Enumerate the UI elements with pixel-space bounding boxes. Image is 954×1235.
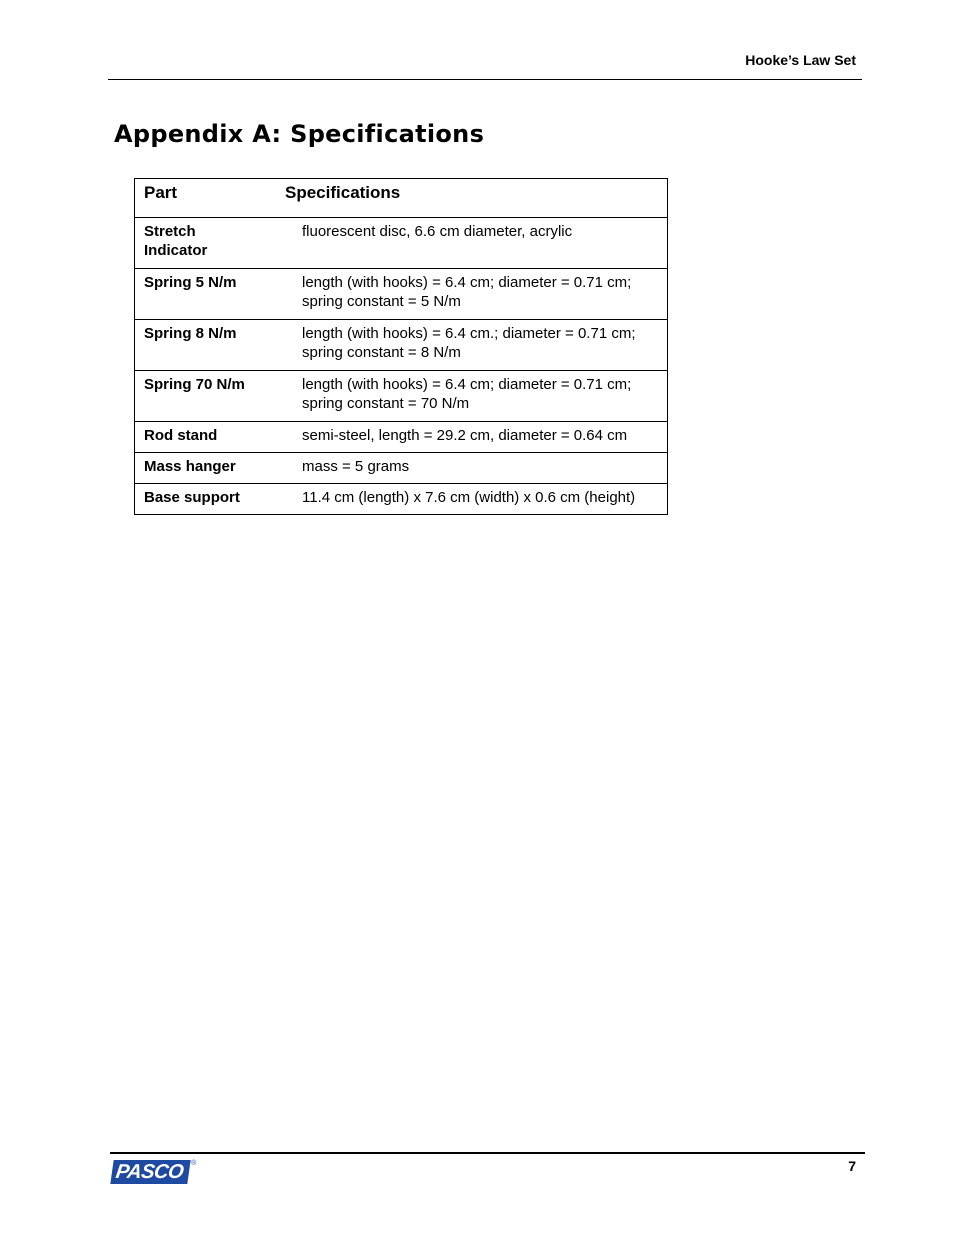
registered-mark: ® xyxy=(191,1160,197,1167)
part-name: Rod stand xyxy=(135,422,277,453)
part-name: Spring 70 N/m xyxy=(135,371,277,422)
table-row xyxy=(135,422,668,453)
column-header-part: Part xyxy=(135,179,277,218)
part-specification: length (with hooks) = 6.4 cm.; diameter = 0.71 cm; spring constant = 8 N/m xyxy=(276,320,668,371)
footer-rule xyxy=(110,1152,865,1154)
part-name: Spring 8 N/m xyxy=(135,320,277,371)
page-title: Appendix A: Specifications xyxy=(114,120,485,148)
header-rule xyxy=(108,79,862,80)
table-row xyxy=(135,453,668,484)
part-specification: length (with hooks) = 6.4 cm; diameter = 0.71 cm; spring constant = 70 N/m xyxy=(276,371,668,422)
part-specification: fluorescent disc, 6.6 cm diameter, acrylic xyxy=(276,218,668,269)
table-row xyxy=(135,320,668,371)
part-specification: mass = 5 grams xyxy=(276,453,668,484)
specifications-table xyxy=(134,178,668,515)
part-specification: 11.4 cm (length) x 7.6 cm (width) x 0.6 cm (height) xyxy=(276,484,668,515)
part-name: Mass hanger xyxy=(135,453,277,484)
part-name: Base support xyxy=(135,484,277,515)
page-number: 7 xyxy=(848,1158,856,1174)
part-specification: length (with hooks) = 6.4 cm; diameter = 0.71 cm; spring constant = 5 N/m xyxy=(276,269,668,320)
pasco-logo-mark: PASCO xyxy=(110,1160,191,1184)
part-specification: semi-steel, length = 29.2 cm, diameter = 0.64 cm xyxy=(276,422,668,453)
table-row xyxy=(135,484,668,515)
running-header: Hooke’s Law Set xyxy=(745,52,856,68)
table-row xyxy=(135,218,668,269)
part-name: Stretch Indicator xyxy=(135,218,277,269)
pasco-logo xyxy=(112,1160,196,1184)
table-header-row xyxy=(135,179,668,218)
table-row xyxy=(135,269,668,320)
part-name: Spring 5 N/m xyxy=(135,269,277,320)
column-header-specifications: Specifications xyxy=(276,179,668,218)
table-row xyxy=(135,371,668,422)
